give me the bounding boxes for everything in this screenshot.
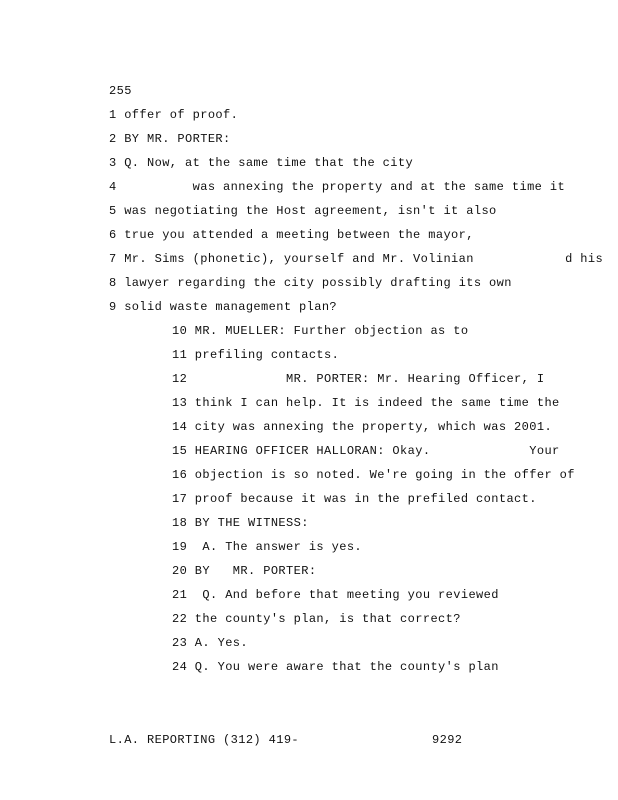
transcript-line-5: 5 was negotiating the Host agreement, isn't it also [109,204,497,218]
transcript-line-6: 6 true you attended a meeting between the mayor, [109,228,474,242]
transcript-line-16: 16 objection is so noted. We're going in the offer of [172,468,575,482]
transcript-line-18: 18 BY THE WITNESS: [172,516,309,530]
page-number: 255 [109,84,132,98]
transcript-line-14: 14 city was annexing the property, which was 2001. [172,420,553,434]
transcript-line-22: 22 the county's plan, is that correct? [172,612,461,626]
transcript-line-23: 23 A. Yes. [172,636,249,650]
transcript-line-13: 13 think I can help. It is indeed the same time the [172,396,560,410]
transcript-line-11: 11 prefiling contacts. [172,348,340,362]
transcript-line-9: 9 solid waste management plan? [109,300,338,314]
transcript-line-24: 24 Q. You were aware that the county's plan [172,660,499,674]
transcript-line-10: 10 MR. MUELLER: Further objection as to [172,324,469,338]
transcript-line-7: 7 Mr. Sims (phonetic), yourself and Mr. Volinian d his [109,252,604,266]
transcript-line-3: 3 Q. Now, at the same time that the city [109,156,414,170]
transcript-line-8: 8 lawyer regarding the city possibly drafting its own [109,276,512,290]
transcript-line-15: 15 HEARING OFFICER HALLORAN: Okay. Your [172,444,560,458]
transcript-line-12: 12 MR. PORTER: Mr. Hearing Officer, I [172,372,545,386]
transcript-line-2: 2 BY MR. PORTER: [109,132,231,146]
transcript-line-19: 19 A. The answer is yes. [172,540,363,554]
transcript-line-17: 17 proof because it was in the prefiled contact. [172,492,537,506]
transcript-line-20: 20 BY MR. PORTER: [172,564,317,578]
footer-reporter: L.A. REPORTING (312) 419- [109,733,300,747]
footer-number: 9292 [432,733,463,747]
transcript-line-1: 1 offer of proof. [109,108,239,122]
transcript-line-21: 21 Q. And before that meeting you reviewed [172,588,499,602]
transcript-line-4: 4 was annexing the property and at the same time it [109,180,566,194]
